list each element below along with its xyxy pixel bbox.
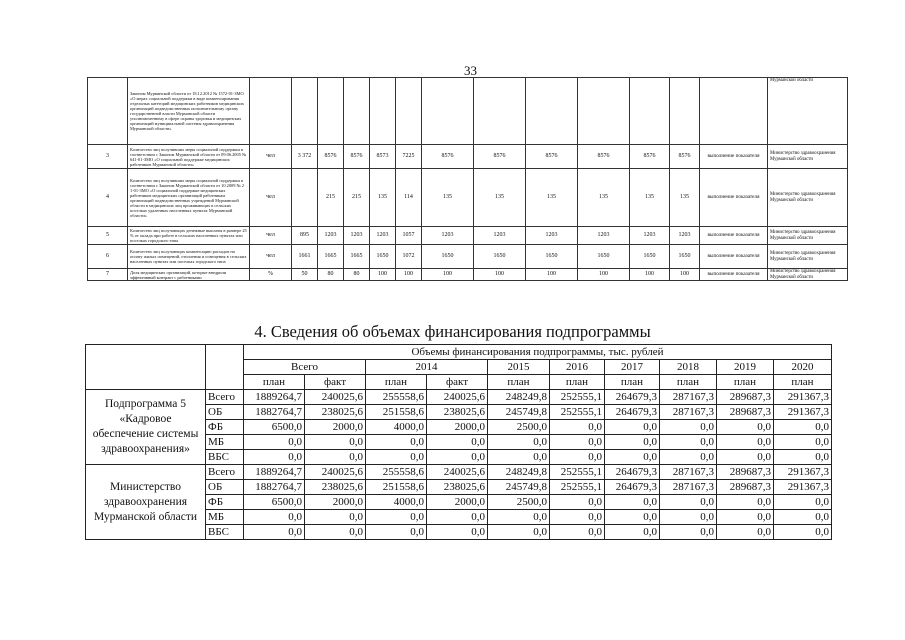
value-cell: 135 — [370, 169, 396, 227]
value-cell: 1650 — [670, 245, 700, 269]
amount-cell: 248249,8 — [488, 465, 550, 480]
row-number: 3 — [88, 145, 128, 169]
value-cell: 8576 — [670, 145, 700, 169]
amount-cell: 0,0 — [427, 450, 488, 465]
value-cell: 114 — [396, 169, 422, 227]
amount-cell: 0,0 — [660, 495, 717, 510]
subheader-cell: план — [774, 375, 832, 390]
value-cell: 100 — [526, 269, 578, 281]
amount-cell: 2500,0 — [488, 420, 550, 435]
indicator-text: Количество лиц получивших меры социальной поддержки в соответствии с Законом Мурманской области от 10.2009 № 2 1-01-ЗМО «О социальной поддержке медицинских работников медицинских организаций работникам организаций подведомственных учреждений Мурманской области в медицинских лиц проживающих в сельских поселках удаленных населенных пунктах Мурманской области» — [128, 169, 250, 227]
amount-cell: 2000,0 — [305, 420, 366, 435]
amount-cell: 240025,6 — [427, 390, 488, 405]
amount-cell: 255558,6 — [366, 465, 427, 480]
source-label: ВБС — [206, 450, 244, 465]
value-cell: 135 — [630, 169, 670, 227]
subheader-cell: план — [488, 375, 550, 390]
amount-cell: 0,0 — [305, 510, 366, 525]
amount-cell: 0,0 — [550, 435, 605, 450]
amount-cell: 1889264,7 — [244, 465, 305, 480]
year-header: 2015 — [488, 360, 550, 375]
value-cell: 215 — [318, 169, 344, 227]
source-label: ФБ — [206, 495, 244, 510]
subheader-cell: план — [717, 375, 774, 390]
amount-cell: 248249,8 — [488, 390, 550, 405]
amount-cell: 245749,8 — [488, 480, 550, 495]
limit-cell: выполнение показателя — [700, 227, 768, 245]
subheader-cell: план — [550, 375, 605, 390]
row-number: 6 — [88, 245, 128, 269]
value-cell: 1203 — [344, 227, 370, 245]
amount-cell: 0,0 — [717, 495, 774, 510]
amount-cell: 1882764,7 — [244, 405, 305, 420]
amount-cell: 0,0 — [550, 495, 605, 510]
row-number: 5 — [88, 227, 128, 245]
amount-cell: 0,0 — [550, 450, 605, 465]
amount-cell: 0,0 — [605, 450, 660, 465]
amount-cell: 0,0 — [488, 510, 550, 525]
value-cell: 100 — [474, 269, 526, 281]
amount-cell: 0,0 — [660, 450, 717, 465]
amount-cell: 238025,6 — [305, 405, 366, 420]
amount-cell: 287167,3 — [660, 465, 717, 480]
amount-cell: 0,0 — [305, 450, 366, 465]
amount-cell: 0,0 — [244, 435, 305, 450]
amount-cell: 289687,3 — [717, 480, 774, 495]
amount-cell: 245749,8 — [488, 405, 550, 420]
source-label: Всего — [206, 465, 244, 480]
value-cell: 8576 — [526, 145, 578, 169]
value-cell: 215 — [344, 169, 370, 227]
amount-cell: 2000,0 — [305, 495, 366, 510]
responsible-cell: Министерство здравоохранения Мурманской области — [768, 269, 848, 281]
amount-cell: 0,0 — [660, 435, 717, 450]
amount-cell: 0,0 — [550, 420, 605, 435]
row-number: 7 — [88, 269, 128, 281]
amount-cell: 238025,6 — [427, 405, 488, 420]
amount-cell: 264679,3 — [605, 405, 660, 420]
amount-cell: 0,0 — [605, 435, 660, 450]
amount-cell: 287167,3 — [660, 405, 717, 420]
table-row — [88, 269, 848, 281]
source-label: ФБ — [206, 420, 244, 435]
table-header-row — [86, 345, 832, 360]
table-row — [86, 465, 832, 480]
amount-cell: 291367,3 — [774, 390, 832, 405]
amount-cell: 289687,3 — [717, 405, 774, 420]
limit-cell: выполнение показателя — [700, 245, 768, 269]
amount-cell: 6500,0 — [244, 420, 305, 435]
limit-cell: выполнение показателя — [700, 169, 768, 227]
value-cell: 3 372 — [292, 145, 318, 169]
table-row — [88, 245, 848, 269]
amount-cell: 287167,3 — [660, 390, 717, 405]
year-header: Всего — [244, 360, 366, 375]
value-cell: 1203 — [474, 227, 526, 245]
amount-cell: 0,0 — [605, 510, 660, 525]
year-header: 2017 — [605, 360, 660, 375]
amount-cell: 252555,1 — [550, 465, 605, 480]
financing-table — [85, 344, 832, 540]
amount-cell: 264679,3 — [605, 390, 660, 405]
indicator-text: Доля медицинских организаций, которые внедрили эффективный контракт с работниками — [128, 269, 250, 281]
amount-cell: 4000,0 — [366, 495, 427, 510]
year-header: 2020 — [774, 360, 832, 375]
value-cell: 1661 — [292, 245, 318, 269]
table-row — [88, 227, 848, 245]
amount-cell: 0,0 — [244, 525, 305, 540]
value-cell: 1650 — [474, 245, 526, 269]
group-header: Объемы финансирования подпрограммы, тыс. рублей — [244, 345, 832, 360]
amount-cell: 0,0 — [605, 525, 660, 540]
value-cell: 135 — [670, 169, 700, 227]
responsible-cell: Мурманской области — [768, 78, 848, 145]
year-header: 2014 — [366, 360, 488, 375]
indicator-text: Количество лиц получающих денежные выплаты в размере 25 % от оклада при работе в сельских населенных пунктах или поселках городского типа — [128, 227, 250, 245]
subheader-cell: факт — [305, 375, 366, 390]
amount-cell: 0,0 — [774, 420, 832, 435]
amount-cell: 6500,0 — [244, 495, 305, 510]
amount-cell: 264679,3 — [605, 465, 660, 480]
amount-cell: 238025,6 — [427, 480, 488, 495]
value-cell: 80 — [318, 269, 344, 281]
amount-cell: 0,0 — [660, 525, 717, 540]
amount-cell: 255558,6 — [366, 390, 427, 405]
value-cell: 8576 — [474, 145, 526, 169]
amount-cell: 0,0 — [550, 510, 605, 525]
value-cell: 100 — [370, 269, 396, 281]
value-cell: 100 — [396, 269, 422, 281]
amount-cell: 252555,1 — [550, 390, 605, 405]
amount-cell: 0,0 — [488, 450, 550, 465]
amount-cell: 240025,6 — [305, 465, 366, 480]
amount-cell: 0,0 — [305, 525, 366, 540]
indicator-text: Законом Мурманской области от 18.12.2012 № 1572-01-ЗМО «О мерах социальной поддержки в виде компенсирования отдельных категорий медицинских работников медицинских организаций подведомственных исполнительному органу государственной власти Мурманской области уполномоченному в сфере охраны здоровья и медицинских организаций муниципальной системы здравоохранения Мурманской области» — [128, 78, 250, 145]
amount-cell: 287167,3 — [660, 480, 717, 495]
amount-cell: 1889264,7 — [244, 390, 305, 405]
indicator-text: Количество лиц получивших меры социальной поддержки в соответствии с Законом Мурманской области от 09.06.2005 № 641-01-ЗМО «О социальной поддержке медицинских работников Мурманской области» — [128, 145, 250, 169]
block-name: Министерство здравоохранения Мурманской области — [86, 465, 206, 540]
value-cell: 100 — [422, 269, 474, 281]
value-cell: 895 — [292, 227, 318, 245]
value-cell: 1072 — [396, 245, 422, 269]
amount-cell: 0,0 — [774, 510, 832, 525]
value-cell: 1203 — [422, 227, 474, 245]
value-cell: 100 — [630, 269, 670, 281]
value-cell: 8573 — [370, 145, 396, 169]
responsible-cell: Министерство здравоохранения Мурманской области — [768, 145, 848, 169]
value-cell: 1650 — [630, 245, 670, 269]
financing-table-body — [86, 345, 832, 540]
responsible-cell: Министерство здравоохранения Мурманской области — [768, 169, 848, 227]
amount-cell: 289687,3 — [717, 465, 774, 480]
amount-cell: 291367,3 — [774, 405, 832, 420]
value-cell: 135 — [474, 169, 526, 227]
amount-cell: 2500,0 — [488, 495, 550, 510]
unit-cell: % — [250, 269, 292, 281]
responsible-cell: Министерство здравоохранения Мурманской области — [768, 227, 848, 245]
amount-cell: 0,0 — [550, 525, 605, 540]
block-name: Подпрограмма 5 «Кадровое обеспечение системы здравоохранения» — [86, 390, 206, 465]
section-heading: 4. Сведения об объемах финансирования подпрограммы — [254, 322, 651, 341]
value-cell: 1650 — [422, 245, 474, 269]
unit-cell: чел — [250, 169, 292, 227]
value-cell: 1203 — [318, 227, 344, 245]
value-cell: 8576 — [318, 145, 344, 169]
source-label: МБ — [206, 435, 244, 450]
value-cell: 8576 — [422, 145, 474, 169]
value-cell: 1665 — [344, 245, 370, 269]
amount-cell: 264679,3 — [605, 480, 660, 495]
amount-cell: 252555,1 — [550, 480, 605, 495]
amount-cell: 2000,0 — [427, 495, 488, 510]
value-cell: 135 — [578, 169, 630, 227]
value-cell: 1203 — [630, 227, 670, 245]
responsible-cell: Министерство здравоохранения Мурманской области — [768, 245, 848, 269]
amount-cell: 0,0 — [305, 435, 366, 450]
amount-cell: 0,0 — [660, 510, 717, 525]
year-header: 2016 — [550, 360, 605, 375]
subheader-cell: план — [660, 375, 717, 390]
value-cell: 80 — [344, 269, 370, 281]
table-row — [88, 145, 848, 169]
source-label: Всего — [206, 390, 244, 405]
amount-cell: 0,0 — [717, 525, 774, 540]
amount-cell: 2000,0 — [427, 420, 488, 435]
subheader-cell: план — [366, 375, 427, 390]
source-label: ОБ — [206, 405, 244, 420]
value-cell: 1650 — [578, 245, 630, 269]
amount-cell: 0,0 — [717, 510, 774, 525]
subheader-cell: план — [244, 375, 305, 390]
amount-cell: 238025,6 — [305, 480, 366, 495]
amount-cell: 0,0 — [366, 435, 427, 450]
indicator-text: Количество лиц получающих компенсацию расходов на оплату жилых помещений, отопления и освещения в сельских населенных пунктах или поселках городского типа — [128, 245, 250, 269]
unit-cell: чел — [250, 227, 292, 245]
amount-cell: 0,0 — [717, 435, 774, 450]
amount-cell: 0,0 — [366, 525, 427, 540]
amount-cell: 291367,3 — [774, 480, 832, 495]
amount-cell: 0,0 — [244, 510, 305, 525]
table-row — [86, 390, 832, 405]
value-cell: 8576 — [344, 145, 370, 169]
value-cell: 1650 — [526, 245, 578, 269]
amount-cell: 0,0 — [366, 510, 427, 525]
amount-cell: 0,0 — [774, 435, 832, 450]
amount-cell: 289687,3 — [717, 390, 774, 405]
page-number: 33 — [464, 63, 477, 78]
subheader-cell: факт — [427, 375, 488, 390]
value-cell: 1665 — [318, 245, 344, 269]
year-header: 2018 — [660, 360, 717, 375]
amount-cell: 0,0 — [244, 450, 305, 465]
value-cell: 7225 — [396, 145, 422, 169]
value-cell: 1650 — [370, 245, 396, 269]
source-label: ОБ — [206, 480, 244, 495]
amount-cell: 0,0 — [717, 420, 774, 435]
value-cell: 8576 — [630, 145, 670, 169]
amount-cell: 0,0 — [427, 435, 488, 450]
value-cell — [292, 169, 318, 227]
unit-cell: чел — [250, 245, 292, 269]
amount-cell: 240025,6 — [305, 390, 366, 405]
year-header: 2019 — [717, 360, 774, 375]
amount-cell: 0,0 — [488, 435, 550, 450]
value-cell: 135 — [526, 169, 578, 227]
indicators-table — [87, 77, 848, 281]
amount-cell: 0,0 — [605, 420, 660, 435]
value-cell: 8576 — [578, 145, 630, 169]
amount-cell: 0,0 — [660, 420, 717, 435]
value-cell: 100 — [578, 269, 630, 281]
value-cell: 1203 — [370, 227, 396, 245]
amount-cell: 1882764,7 — [244, 480, 305, 495]
amount-cell: 0,0 — [366, 450, 427, 465]
source-label: ВБС — [206, 525, 244, 540]
amount-cell: 252555,1 — [550, 405, 605, 420]
row-number: 4 — [88, 169, 128, 227]
amount-cell: 0,0 — [427, 525, 488, 540]
amount-cell: 4000,0 — [366, 420, 427, 435]
value-cell: 50 — [292, 269, 318, 281]
amount-cell: 251558,6 — [366, 405, 427, 420]
value-cell: 1203 — [526, 227, 578, 245]
value-cell: 135 — [422, 169, 474, 227]
amount-cell: 0,0 — [427, 510, 488, 525]
amount-cell: 0,0 — [488, 525, 550, 540]
source-label: МБ — [206, 510, 244, 525]
indicators-table-body — [88, 78, 848, 281]
value-cell: 1057 — [396, 227, 422, 245]
amount-cell: 291367,3 — [774, 465, 832, 480]
value-cell: 1203 — [578, 227, 630, 245]
amount-cell: 251558,6 — [366, 480, 427, 495]
limit-cell: выполнение показателя — [700, 145, 768, 169]
amount-cell: 240025,6 — [427, 465, 488, 480]
amount-cell: 0,0 — [774, 495, 832, 510]
subheader-cell: план — [605, 375, 660, 390]
table-row — [88, 78, 848, 145]
limit-cell: выполнение показателя — [700, 269, 768, 281]
value-cell: 1203 — [670, 227, 700, 245]
amount-cell: 0,0 — [605, 495, 660, 510]
table-row — [88, 169, 848, 227]
amount-cell: 0,0 — [774, 450, 832, 465]
amount-cell: 0,0 — [717, 450, 774, 465]
value-cell: 100 — [670, 269, 700, 281]
unit-cell: чел — [250, 145, 292, 169]
amount-cell: 0,0 — [774, 525, 832, 540]
